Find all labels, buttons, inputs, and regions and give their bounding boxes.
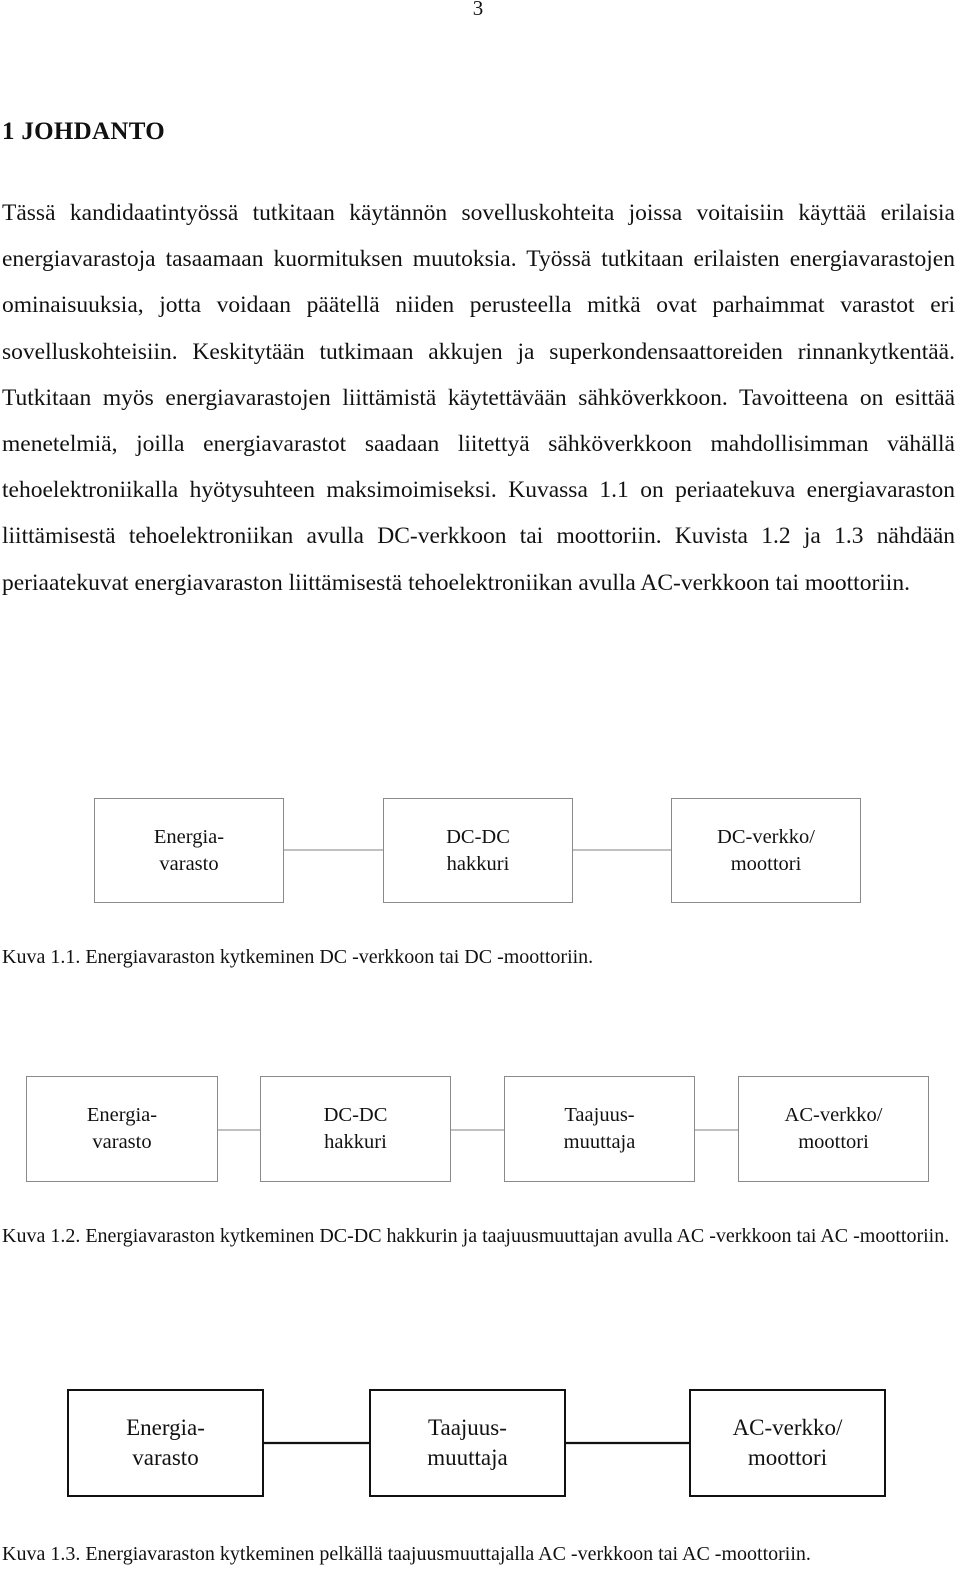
block-dc-dc-converter: DC-DC hakkuri [260,1076,451,1182]
block-dc-grid-motor: DC-verkko/ moottori [671,798,861,903]
figure-caption: Kuva 1.2. Energiavaraston kytkeminen DC-DC hakkurin ja taajuusmuuttajan avulla AC -verkkoon tai AC -moottoriin. [2,1225,950,1247]
block-energy-storage: Energia- varasto [26,1076,218,1182]
section-heading: 1 JOHDANTO [2,118,165,145]
figure-caption: Kuva 1.3. Energiavaraston kytkeminen pelkällä taajuusmuuttajalla AC -verkkoon tai AC -moottoriin. [2,1543,811,1565]
intro-paragraph: Tässä kandidaatintyössä tutkitaan käytännön sovelluskohteita joissa voitaisiin käyttää erilaisia energiavarastoja tasaamaan kuormituksen muutoksia. Työssä tutkitaan erilaisten energiavarastojen ominaisuuksia, jotta voidaan päätellä niiden perusteella mitkä ovat parhaimmat varastot eri sovelluskohteisiin. Keskitytään tutkimaan akkujen ja superkondensaattoreiden rinnankytkentää. Tutkitaan myös energiavarastojen liittämistä käytettävään sähköverkkoon. Tavoitteena on esittää menetelmiä, joilla energiavarastot saadaan liitettyä sähköverkkoon mahdollisimman vähällä tehoelektroniikalla hyötysuhteen maksimoimiseksi. Kuvassa 1.1 on periaatekuva energiavaraston liittämisestä tehoelektroniikan avulla DC-verkkoon tai moottoriin. Kuvista 1.2 ja 1.3 nähdään periaatekuvat energiavaraston liittämisestä tehoelektroniikan avulla AC-verkkoon tai moottoriin. [2,200,955,596]
block-energy-storage: Energia- varasto [94,798,284,903]
figure-1-1 [0,796,960,996]
block-frequency-converter: Taajuus- muuttaja [504,1076,695,1182]
page-number: 3 [472,0,484,20]
figure-1-3 [0,1388,960,1576]
block-frequency-converter: Taajuus- muuttaja [369,1389,566,1497]
block-ac-grid-motor: AC-verkko/ moottori [689,1389,886,1497]
figure-1-2 [0,1074,960,1304]
block-dc-dc-converter: DC-DC hakkuri [383,798,573,903]
block-energy-storage: Energia- varasto [67,1389,264,1497]
figure-caption: Kuva 1.1. Energiavaraston kytkeminen DC -verkkoon tai DC -moottoriin. [2,946,594,968]
block-ac-grid-motor: AC-verkko/ moottori [738,1076,929,1182]
